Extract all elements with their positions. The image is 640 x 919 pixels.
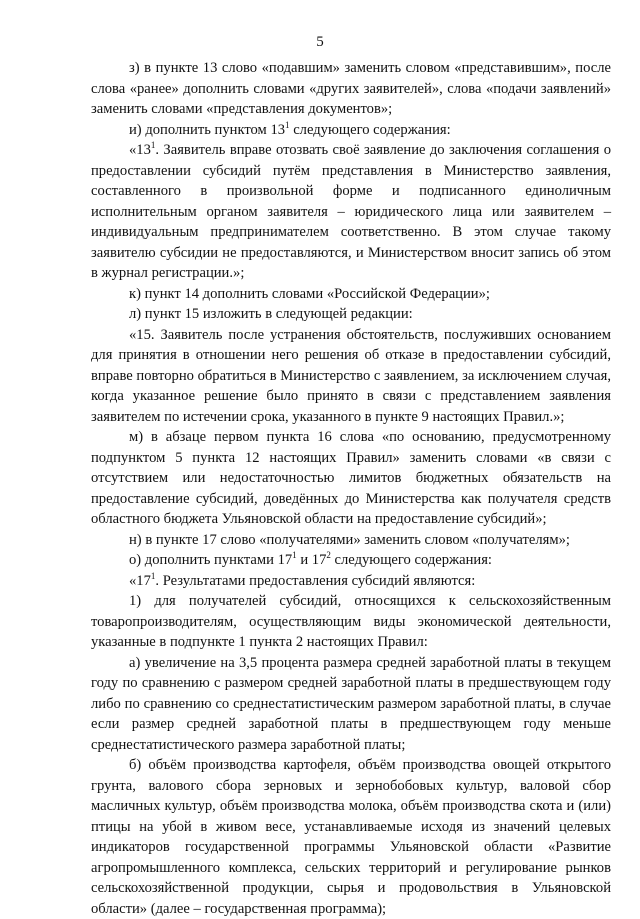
paragraph-p13 — [91, 755, 611, 919]
paragraph-text: и 17 — [296, 552, 327, 568]
paragraph-text: м) в абзаце первом пункта 16 слова «по основанию, предусмотренному подпунктом 5 пункта 12 настоящих Правил» заменить словами «в связи с отсутствием или недостаточностью лимитов бюджетных обязательств на предоставление субсидий, доведённых до Министерства как получателя средств областного бюджета Ульяновской области на предоставление субсидий»; — [91, 429, 611, 527]
paragraph-p7 — [91, 427, 611, 530]
paragraph-p8 — [91, 530, 611, 551]
paragraph-text: 1) для получателей субсидий, относящихся к сельскохозяйственным товаропроизводителям, осуществляющим виды экономической деятельности, указанные в подпункте 1 пункта 2 настоящих Правил: — [91, 593, 611, 650]
paragraph-text: . Результатами предоставления субсидий являются: — [155, 572, 476, 589]
paragraph-p4 — [91, 284, 611, 305]
paragraph-text: з) в пункте 13 слово «подавшим» заменить словом «представившим», после слова «ранее» дополнить словами «других заявителей», слова «подачи заявлений» заменить словами «представления документов»; — [91, 60, 611, 117]
paragraph-text: . Заявитель вправе отозвать своё заявление до заключения соглашения о предоставлении субсидий путём представления в Министерство заявления, составленного в произвольной форме и подписанного единоличным исполнительным органом заявителя – юридического лица или заявителем – индивидуальным предпринимателем соответственно. В этом случае такому заявителю субсидии не предоставляются, и Министерством вносит запись об этом в журнал регистрации.»; — [91, 142, 611, 281]
paragraph-text: следующего содержания: — [330, 552, 492, 568]
paragraph-p11 — [91, 591, 611, 653]
paragraph-p6 — [91, 325, 611, 428]
superscript: 1 — [292, 550, 297, 561]
paragraph-p2 — [91, 120, 611, 141]
superscript: 1 — [285, 119, 290, 130]
superscript: 2 — [326, 550, 331, 561]
paragraph-p12 — [91, 653, 611, 756]
page-number: 5 — [316, 34, 324, 50]
paragraph-text: к) пункт 14 дополнить словами «Российской Федерации»; — [129, 285, 490, 302]
paragraph-text: а) увеличение на 3,5 процента размера средней заработной платы в текущем году по сравнению с размером средней заработной платы в предшествующем году либо по сравнению со среднестатистическим размером заработной платы, в случае если размер средней заработной платы в предшествующем году меньше среднестатистического размера заработной платы; — [91, 654, 611, 753]
paragraph-text: «15. Заявитель после устранения обстоятельств, послуживших основанием для принятия в отношении него решения об отказе в предоставлении субсидий, вправе повторно обратиться в Министерство с заявлением, за исключением случая, когда указанное решение было принято в связи с представлением заявления заявителем по истечении срока, указанного в пункте 9 настоящих Правил.»; — [91, 326, 612, 425]
document-body — [91, 58, 611, 919]
paragraph-text: следующего содержания: — [289, 121, 451, 138]
paragraph-p1 — [91, 58, 611, 120]
paragraph-p10 — [91, 571, 611, 592]
paragraph-text: б) объём производства картофеля, объём производства овощей открытого грунта, валового сбора зерновых и зернобобовых культур, валовой сбор масличных культур, объём производства молока, объём производства скота и (или) птицы на убой в живом весе, устанавливаемые исходя из значений целевых индикаторов государственной программы Ульяновской области «Развитие агропромышленного комплекса, сельских территорий и регулирование рынков сельскохозяйственной продукции, сырья и продовольствия в Ульяновской области» (далее – государственная программа); — [91, 757, 611, 917]
paragraph-text: «13 — [129, 142, 151, 158]
paragraph-p5 — [91, 304, 611, 325]
paragraph-text: и) дополнить пунктом 13 — [129, 121, 286, 138]
paragraph-text: н) в пункте 17 слово «получателями» заменить словом «получателям»; — [129, 531, 570, 548]
paragraph-text: л) пункт 15 изложить в следующей редакции: — [129, 306, 413, 322]
superscript: 1 — [150, 570, 156, 581]
paragraph-text: о) дополнить пунктами 17 — [129, 552, 293, 568]
superscript: 1 — [150, 140, 156, 151]
paragraph-p9 — [91, 550, 611, 571]
paragraph-p3 — [91, 140, 611, 284]
paragraph-text: «17 — [129, 572, 151, 589]
